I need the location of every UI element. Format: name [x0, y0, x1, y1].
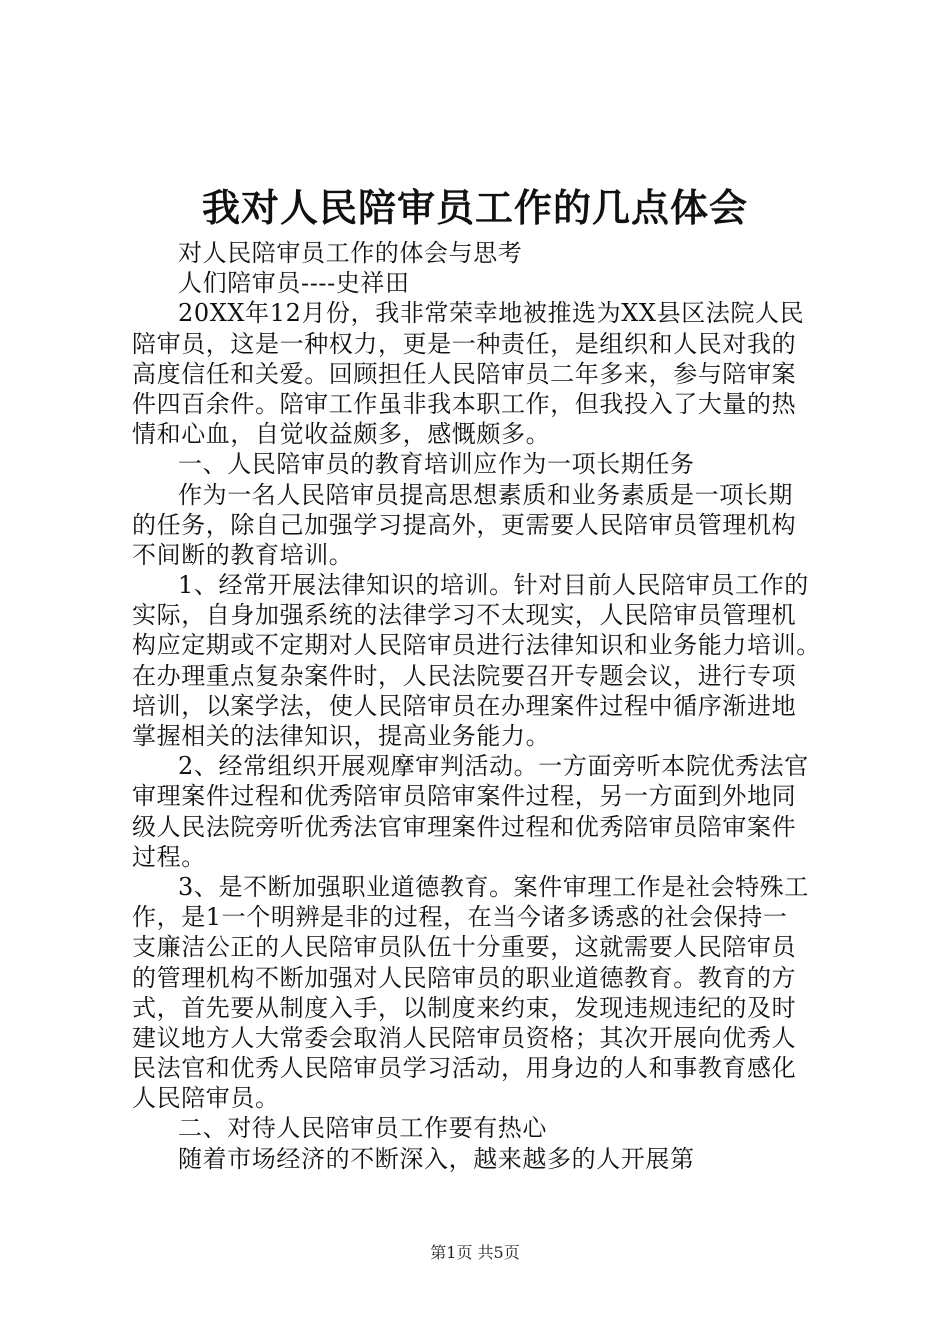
- text-line: 在办理重点复杂案件时，人民法院要召开专题会议，进行专项: [132, 661, 797, 690]
- text-line: 二、对待人民陪审员工作要有热心: [178, 1114, 547, 1143]
- text-line: 3、是不断加强职业道德教育。案件审理工作是社会特殊工: [178, 872, 809, 901]
- text-line: 的管理机构不断加强对人民陪审员的职业道德教育。教育的方: [132, 963, 797, 992]
- text-line: 人民陪审员。: [132, 1084, 280, 1113]
- text-line: 人们陪审员----史祥田: [178, 269, 410, 298]
- text-line: 不间断的教育培训。: [132, 540, 354, 569]
- text-line: 20XX年12月份，我非常荣幸地被推选为XX县区法院人民: [178, 299, 805, 328]
- page-footer: 第1页 共5页: [430, 1243, 520, 1262]
- document-body: [132, 238, 832, 1174]
- text-line: 民法官和优秀人民陪审员学习活动，用身边的人和事教育感化: [132, 1054, 797, 1083]
- text-line: 构应定期或不定期对人民陪审员进行法律知识和业务能力培训。: [132, 631, 821, 660]
- text-line: 作，是1一个明辨是非的过程，在当今诸多诱惑的社会保持一: [132, 903, 788, 932]
- text-line: 的任务，除自己加强学习提高外，更需要人民陪审员管理机构: [132, 510, 797, 539]
- text-line: 陪审员，这是一种权力，更是一种责任，是组织和人民对我的: [132, 329, 797, 358]
- text-line: 式，首先要从制度入手，以制度来约束，发现违规违纪的及时: [132, 993, 797, 1022]
- text-line: 掌握相关的法律知识，提高业务能力。: [132, 722, 551, 750]
- text-line: 一、人民陪审员的教育培训应作为一项长期任务: [178, 450, 695, 479]
- text-line: 作为一名人民陪审员提高思想素质和业务素质是一项长期: [178, 480, 793, 509]
- text-line: 件四百余件。陪审工作虽非我本职工作，但我投入了大量的热: [132, 389, 797, 418]
- text-line: 随着市场经济的不断深入，越来越多的人开展第: [178, 1144, 695, 1173]
- text-line: 级人民法院旁听优秀法官审理案件过程和优秀陪审员陪审案件: [132, 812, 797, 841]
- text-line: 高度信任和关爱。回顾担任人民陪审员二年多来，参与陪审案: [132, 359, 797, 388]
- document-title: 我对人民陪审员工作的几点体会: [201, 185, 748, 230]
- text-line: 情和心血，自觉收益颇多，感慨颇多。: [132, 420, 551, 449]
- text-line: 建议地方人大常委会取消人民陪审员资格；其次开展向优秀人: [132, 1023, 797, 1052]
- text-line: 2、经常组织开展观摩审判活动。一方面旁听本院优秀法官: [178, 752, 809, 781]
- text-line: 审理案件过程和优秀陪审员陪审案件过程，另一方面到外地同: [132, 782, 797, 811]
- text-line: 对人民陪审员工作的体会与思考: [178, 239, 523, 267]
- text-line: 实际，自身加强系统的法律学习不太现实，人民陪审员管理机: [132, 601, 797, 630]
- text-line: 过程。: [132, 842, 206, 871]
- text-line: 支廉洁公正的人民陪审员队伍十分重要，这就需要人民陪审员: [132, 933, 797, 962]
- text-line: 培训，以案学法，使人民陪审员在办理案件过程中循序渐进地: [132, 691, 797, 720]
- text-line: 1、经常开展法律知识的培训。针对目前人民陪审员工作的: [178, 571, 809, 600]
